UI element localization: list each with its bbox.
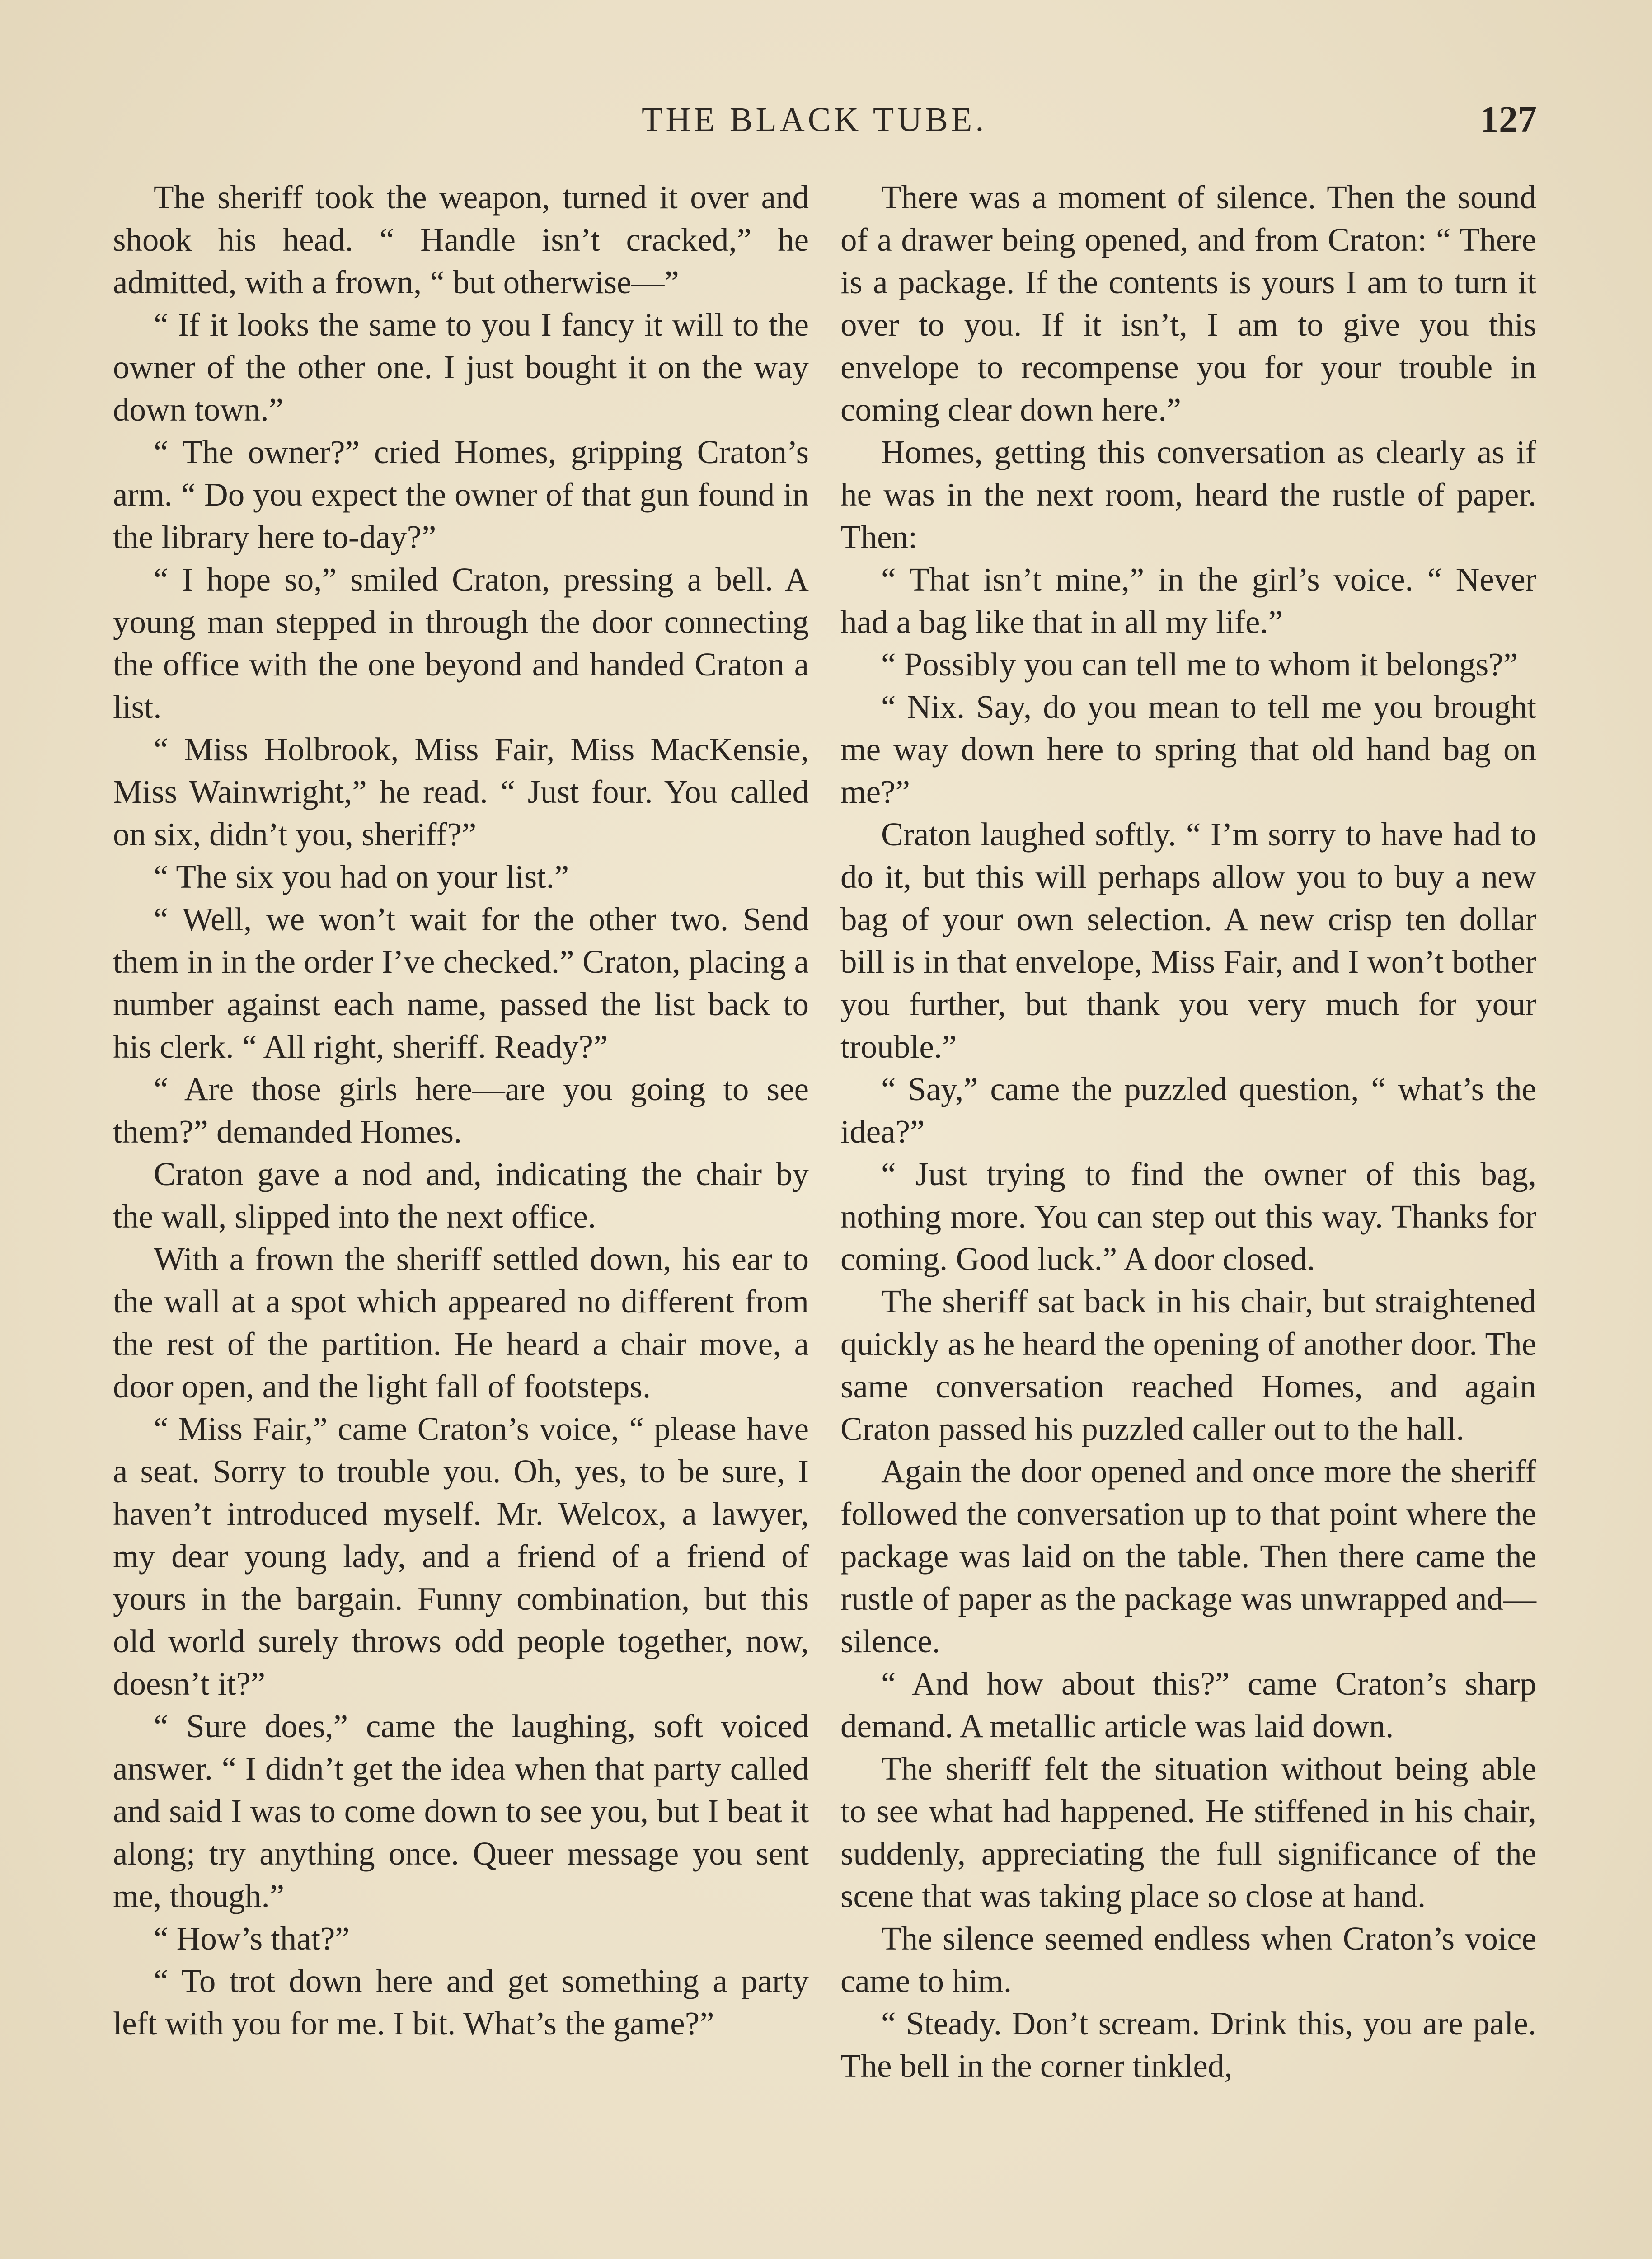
- paragraph: “ The six you had on your list.”: [154, 858, 569, 895]
- paragraph: “ The owner?” cried Homes, gripping Craton’s arm. “ Do you expect the owner of that gun found in the library here to-day?”: [113, 434, 809, 555]
- paragraph: The sheriff felt the situation without being able to see what had happened. He stiffened in his chair, suddenly, appreciating the full significance of the scene that was taking place so close at hand.: [840, 1750, 1536, 1914]
- paragraph: “ To trot down here and get something a party left with you for me. I bit. What’s the game?”: [113, 1963, 809, 2042]
- paragraph: “ How’s that?”: [154, 1920, 350, 1957]
- paragraph: “ And how about this?” came Craton’s sharp demand. A metallic article was laid down.: [840, 1665, 1536, 1744]
- paragraph: “ Are those girls here—are you going to see them?” demanded Homes.: [113, 1071, 809, 1150]
- paragraph: There was a moment of silence. Then the sound of a drawer being opened, and from Craton: “ There is a package. If the contents is yours I am to turn it over to you. If it isn’t, I am to give you this envelope to recompense you for your trouble in coming clear down here.”: [840, 179, 1536, 428]
- page-number: 127: [1480, 98, 1537, 141]
- paragraph: “ Steady. Don’t scream. Drink this, you are pale. The bell in the corner tinkled,: [840, 2005, 1536, 2084]
- paragraph: “ Nix. Say, do you mean to tell me you brought me way down here to spring that old hand bag on me?”: [840, 689, 1536, 810]
- paragraph: “ If it looks the same to you I fancy it will to the owner of the other one. I just bought it on the way down town.”: [113, 306, 809, 428]
- left-column: [113, 176, 809, 2045]
- paragraph: Homes, getting this conversation as clearly as if he was in the next room, heard the rustle of paper. Then:: [840, 434, 1536, 555]
- paragraph: Craton gave a nod and, indicating the chair by the wall, slipped into the next office.: [113, 1156, 809, 1235]
- paragraph: “ Sure does,” came the laughing, soft voiced answer. “ I didn’t get the idea when that party called and said I was to come down to see you, but I beat it along; try anything once. Queer message you sent me, though.”: [113, 1708, 809, 1914]
- paragraph: The sheriff took the weapon, turned it over and shook his head. “ Handle isn’t cracked,” he admitted, with a frown, “ but otherwise—”: [113, 179, 809, 300]
- paragraph: With a frown the sheriff settled down, his ear to the wall at a spot which appeared no different from the rest of the partition. He heard a chair move, a door open, and the light fall of footsteps.: [113, 1241, 809, 1405]
- paragraph: “ Say,” came the puzzled question, “ what’s the idea?”: [840, 1071, 1536, 1150]
- running-title: THE BLACK TUBE.: [642, 101, 987, 139]
- right-column: [840, 176, 1536, 2087]
- paragraph: “ That isn’t mine,” in the girl’s voice. “ Never had a bag like that in all my life.”: [840, 561, 1536, 640]
- paragraph: “ Well, we won’t wait for the other two. Send them in in the order I’ve checked.” Craton, placing a number against each name, passed the list back to his clerk. “ All right, sheriff. Ready?”: [113, 901, 809, 1065]
- paragraph: The sheriff sat back in his chair, but straightened quickly as he heard the opening of another door. The same conversation reached Homes, and again Craton passed his puzzled caller out to the hall.: [840, 1283, 1536, 1447]
- paragraph: “ I hope so,” smiled Craton, pressing a bell. A young man stepped in through the door connecting the office with the one beyond and handed Craton a list.: [113, 561, 809, 725]
- paragraph: “ Possibly you can tell me to whom it belongs?”: [881, 646, 1518, 683]
- paragraph: “ Miss Fair,” came Craton’s voice, “ please have a seat. Sorry to trouble you. Oh, yes, to be sure, I haven’t introduced myself. Mr. Welcox, a lawyer, my dear young lady, and a friend of a friend of yours in the bargain. Funny combination, but this old world surely throws odd people together, now, doesn’t it?”: [113, 1411, 809, 1702]
- paragraph: “ Miss Holbrook, Miss Fair, Miss MacKensie, Miss Wainwright,” he read. “ Just four. You called on six, didn’t you, sheriff?”: [113, 731, 809, 853]
- page-header: [0, 93, 1652, 147]
- paragraph: Again the door opened and once more the sheriff followed the conversation up to that point where the package was laid on the table. Then there came the rustle of paper as the package was unwrapped and—silence.: [840, 1453, 1536, 1659]
- paragraph: The silence seemed endless when Craton’s voice came to him.: [840, 1920, 1536, 1999]
- paragraph: “ Just trying to find the owner of this bag, nothing more. You can step out this way. Thanks for coming. Good luck.” A door closed.: [840, 1156, 1536, 1277]
- paragraph: Craton laughed softly. “ I’m sorry to have had to do it, but this will perhaps allow you to buy a new bag of your own selection. A new crisp ten dollar bill is in that envelope, Miss Fair, and I won’t bother you further, but thank you very much for your trouble.”: [840, 816, 1536, 1065]
